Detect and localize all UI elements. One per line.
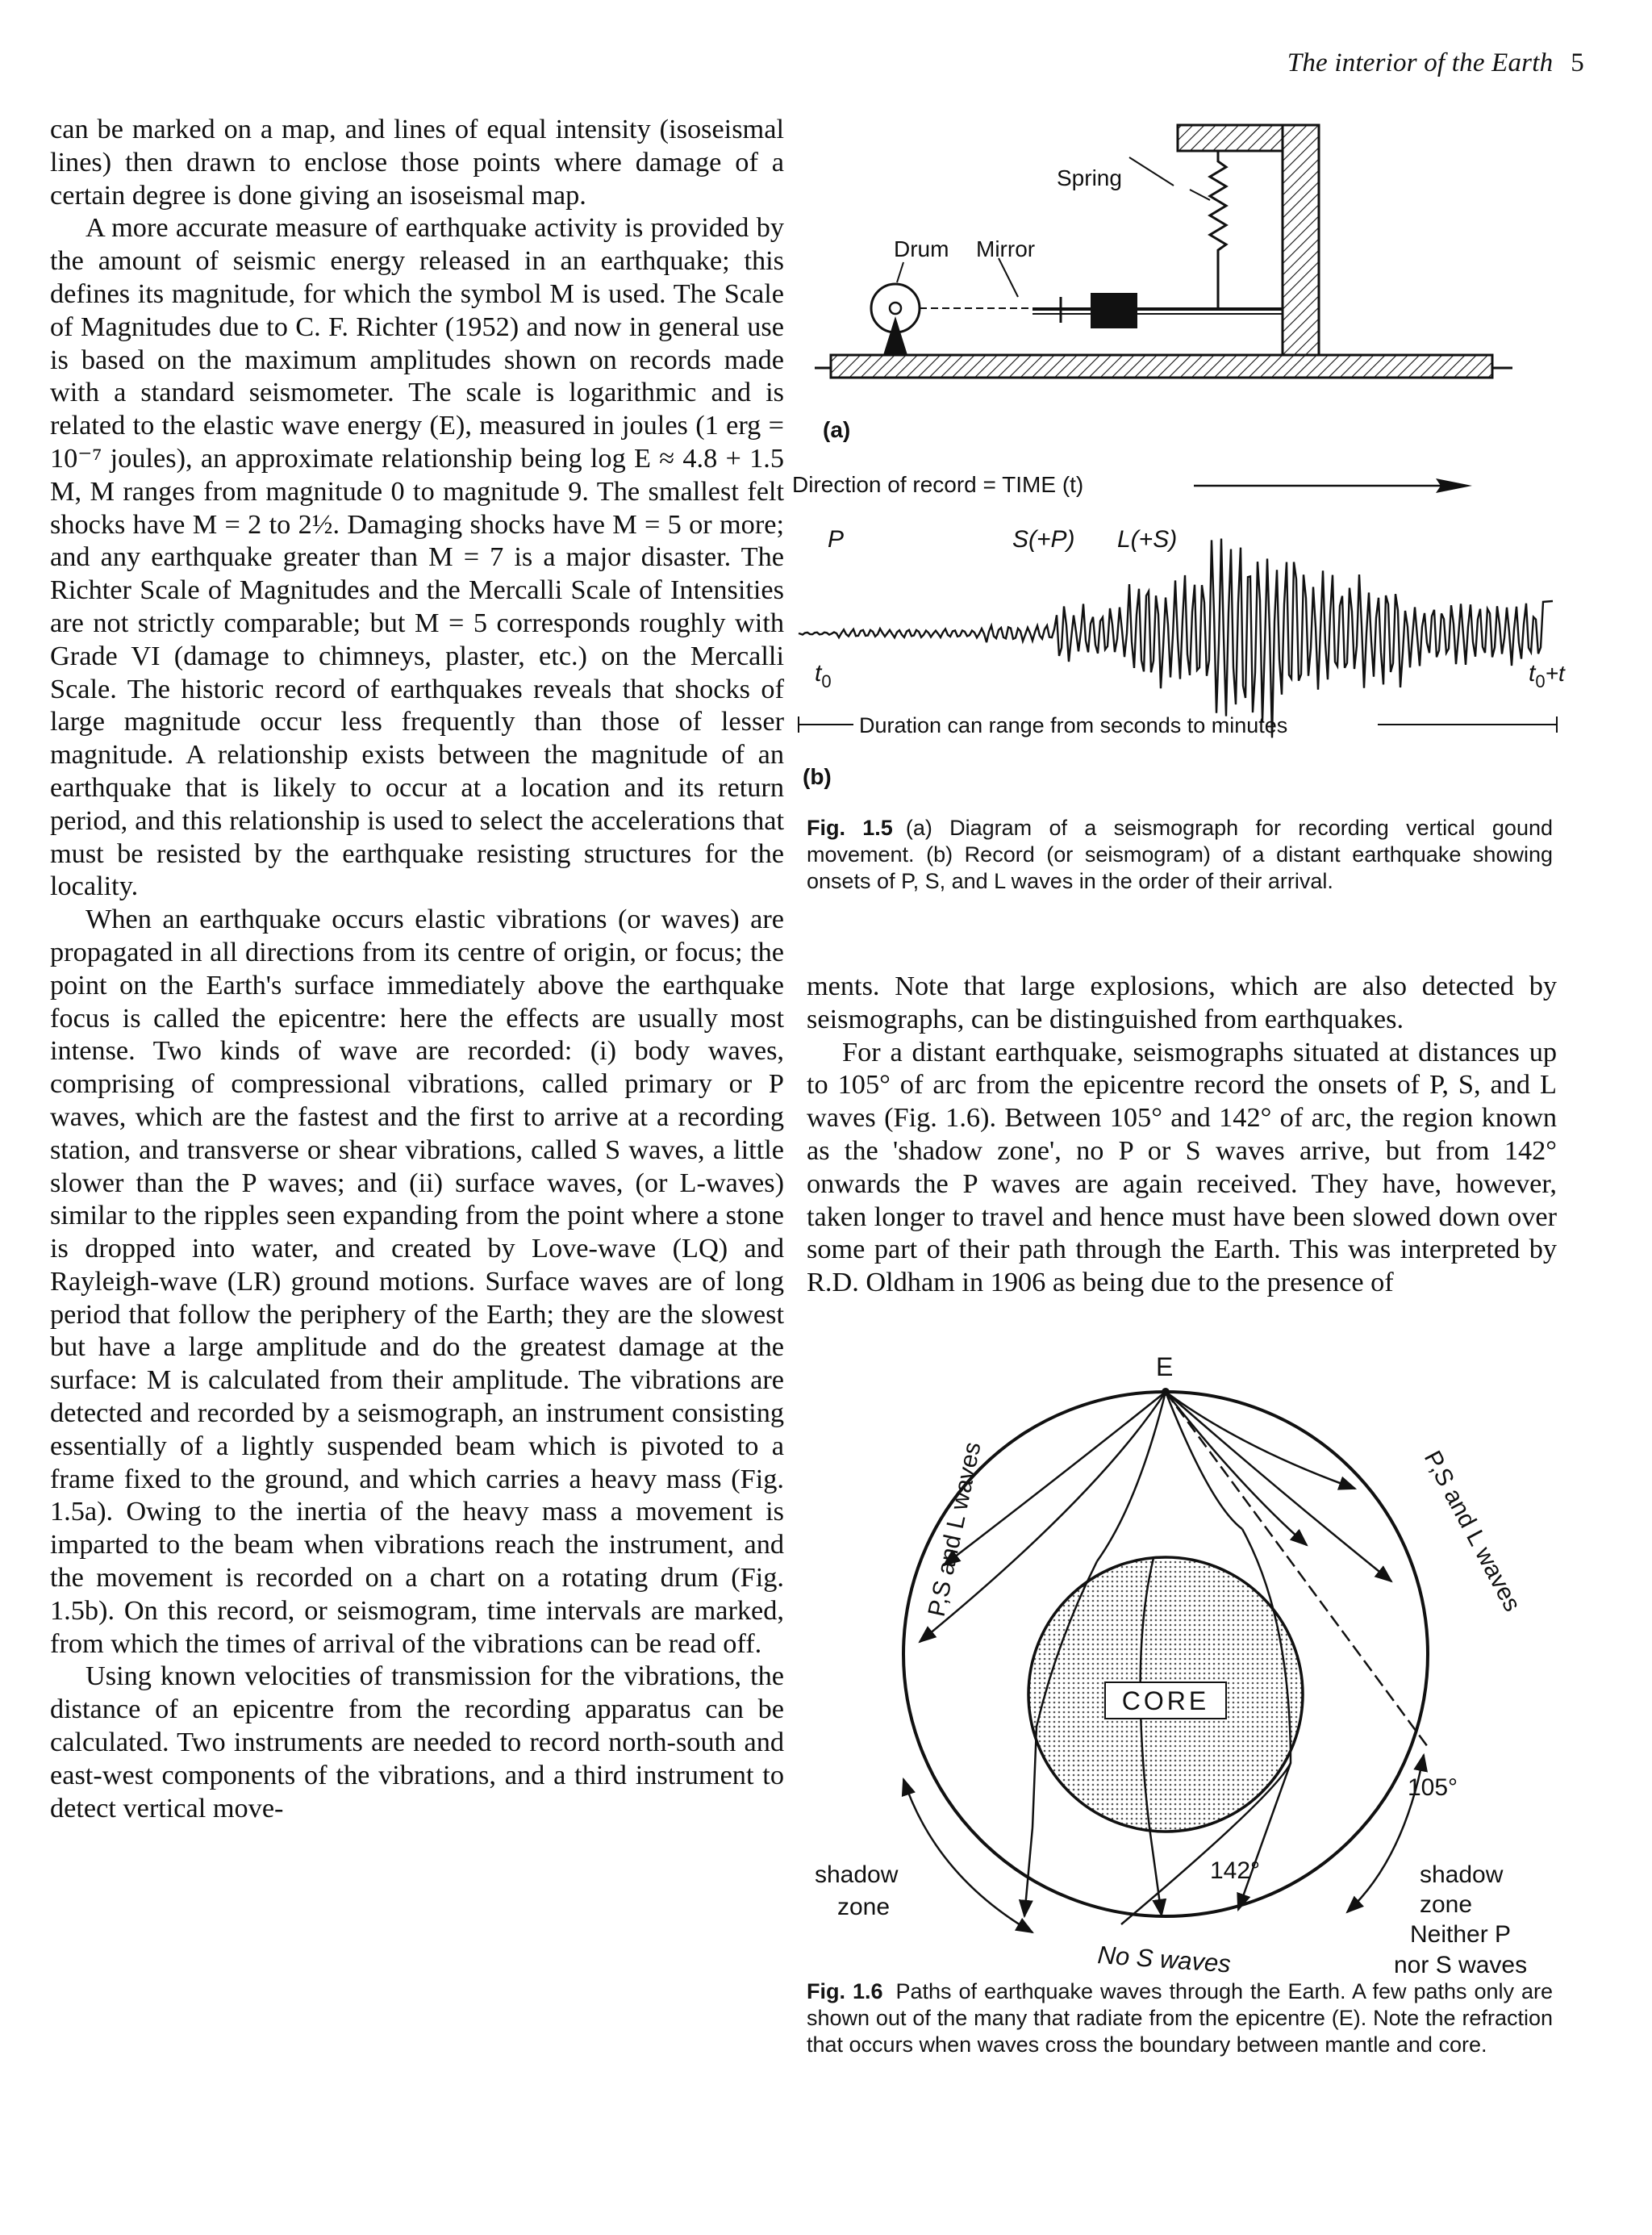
label-s-onset: S(+P) (1012, 526, 1075, 553)
label-142: 142° (1210, 1857, 1261, 1884)
seismogram-trace (799, 539, 1553, 738)
label-b-holder (795, 760, 859, 800)
paragraph: For a distant earthquake, seismographs situated at distances up to 105° of arc from the epicentre record the onsets of P, S, and L waves (Fig. 1.6). Between 105° and 142° of arc, the region known as the 'shadow zone', no P or S waves arrive, but from 142° onwards the P waves are again received. They have, however, taken longer to travel and hence must have been slowed down over some part of their path through the Earth. This was interpreted by R.D. Oldham in 1906 as being due to the presence of (807, 1036, 1557, 1298)
heavy-mass (1091, 293, 1137, 328)
label-105: 105° (1408, 1774, 1458, 1801)
paragraph: ments. Note that large explosions, which are also detected by seismographs, can be distinguished from earthquakes. (807, 971, 1557, 1034)
left-text-column (50, 113, 784, 1824)
caption-number: Fig. 1.6 (807, 1979, 883, 2003)
paragraph: When an earthquake occurs elastic vibrations (or waves) are propagated in all directions from its centre of origin, or focus; the point on the Earth's surface immediately above the earthquake focus is called the epicentre: here the effects are usually most intense. Two kinds of wave are recorded: (i) body waves, comprising of compressional vibrations, called primary or P waves, which are the fastest and the first to arrive at a recording station, and transverse or shear vibrations, called S waves, a little slower than the P waves; and (ii) surface waves, (or L-waves) similar to the ripples seen expanding from the point where a stone is dropped into water, and created by Love-wave (LQ) and Rayleigh-wave (LR) ground motions. Surface waves are of long period that follow the periphery of the Earth; they are the slowest but have a large amplitude and do the greatest damage at the surface: M is calculated from their amplitude. The vibrations are detected and recorded by a seismograph, an instrument consisting essentially of a lightly suspended beam which is pivoted to a frame fixed to the ground, and which carries a heavy mass (Fig. 1.5a). Owing to the inertia of the heavy mass a movement is imparted to the beam when vibrations reach the instrument, and the movement is recorded on a chart on a rotating drum (Fig. 1.5b). On this record, or seismogram, time intervals are marked, from which the times of arrival of the vibrations can be read off. (50, 904, 784, 1659)
neither-line-1: Neither P (1410, 1921, 1512, 1948)
direction-label: Direction of record = TIME (t) (792, 472, 1084, 497)
page-number: 5 (1571, 48, 1584, 77)
label-spring: Spring (1057, 165, 1122, 190)
neither-line-2: nor S waves (1394, 1952, 1528, 1978)
figure-1-5-caption (807, 815, 1553, 895)
shadow-left-line-2: zone (837, 1894, 891, 1920)
figure-1-6-caption (807, 1978, 1553, 2058)
running-head (1287, 48, 1584, 78)
shadow-right-line-2: zone (1420, 1891, 1473, 1918)
label-a: (a) (823, 417, 851, 442)
label-l-onset: L(+S) (1117, 526, 1178, 553)
frame-post (1283, 125, 1319, 355)
seismograph-diagram (815, 125, 1512, 442)
shadow-left-line-1: shadow (815, 1861, 899, 1888)
label-b: (b) (803, 764, 832, 789)
frame-arm (1178, 125, 1283, 151)
caption-number: Fig. 1.5 (807, 816, 893, 840)
label-mirror: Mirror (976, 236, 1036, 261)
running-head-title: The interior of the Earth (1287, 48, 1554, 77)
paragraph: can be marked on a map, and lines of equal intensity (isoseismal lines) then drawn to enclose those points where damage of a certain degree is done giving an isoseismal map. (50, 114, 784, 211)
figure-1-6 (791, 1352, 1565, 1978)
label-psl-right: P,S and L waves (1418, 1446, 1526, 1616)
label-drum: Drum (894, 236, 949, 261)
right-text-column (807, 970, 1557, 1299)
label-t0: $t_0$ (815, 660, 832, 691)
duration-label: Duration can range from seconds to minutes (859, 713, 1288, 737)
caption-text: (a) Diagram of a seismograph for recording vertical gound movement. (b) Record (or seismogram) of a distant earthquake showing onsets of P, S, and L waves in the order of their arrival. (807, 816, 1553, 893)
ground-base (831, 355, 1492, 378)
shadow-right-line-1: shadow (1420, 1861, 1504, 1888)
paragraph: Using known velocities of transmission for the vibrations, the distance of an epicentre from the recording apparatus can be calculated. Two instruments are needed to record north-south and east-west components of the vibrations, and a third instrument to detect vertical move- (50, 1661, 784, 1824)
label-t0-plus-t: $t_0+t$ (1529, 660, 1565, 691)
paragraph: A more accurate measure of earthquake activity is provided by the amount of seismic energy released in an earthquake; this defines its magnitude, for which the symbol M is used. The Scale of Magnitudes due to C. F. Richter (1952) and now in general use is based on the maximum amplitudes shown on records made with a standard seismometer. The scale is logarithmic and is related to the elastic wave energy (E), measured in joules (1 erg = 10⁻⁷ joules), an approximate relationship being log E ≈ 4.8 + 1.5 M, M ranges from magnitude 0 to magnitude 9. The smallest felt shocks have M = 2 to 2½. Damaging shocks have M = 5 or more; and any earthquake greater than M = 7 is a major disaster. The Richter Scale of Magnitudes and the Mercalli Scale of Intensities are not strictly comparable; but M = 5 corresponds roughly with Grade VI (damage to chimneys, plaster, etc.) on the Mercalli Scale. The historic record of earthquakes reveals that shocks of large magnitude occur less frequently than those of lesser magnitude. A relationship exists between the magnitude of an earthquake that is likely to occur at a location and its return period, and this relationship is used to select the accelerations that must be resisted by the earthquake resisting structures for the locality. (50, 212, 784, 902)
label-e: E (1156, 1352, 1174, 1381)
label-p-onset: P (828, 526, 845, 553)
spring (1210, 151, 1226, 309)
label-no-s-waves: No S waves (1096, 1940, 1232, 1978)
label-core: CORE (1121, 1686, 1210, 1715)
label-psl-left: P,S and L waves (923, 1439, 987, 1619)
caption-text: Paths of earthquake waves through the Earth. A few paths only are shown out of the many that radiate from the epicentre (E). Note the refraction that occurs when waves cross the boundary between mantle and core. (807, 1979, 1553, 2057)
earth-diagram (815, 1352, 1527, 1978)
seismogram (792, 472, 1566, 737)
figure-1-5 (791, 105, 1565, 742)
